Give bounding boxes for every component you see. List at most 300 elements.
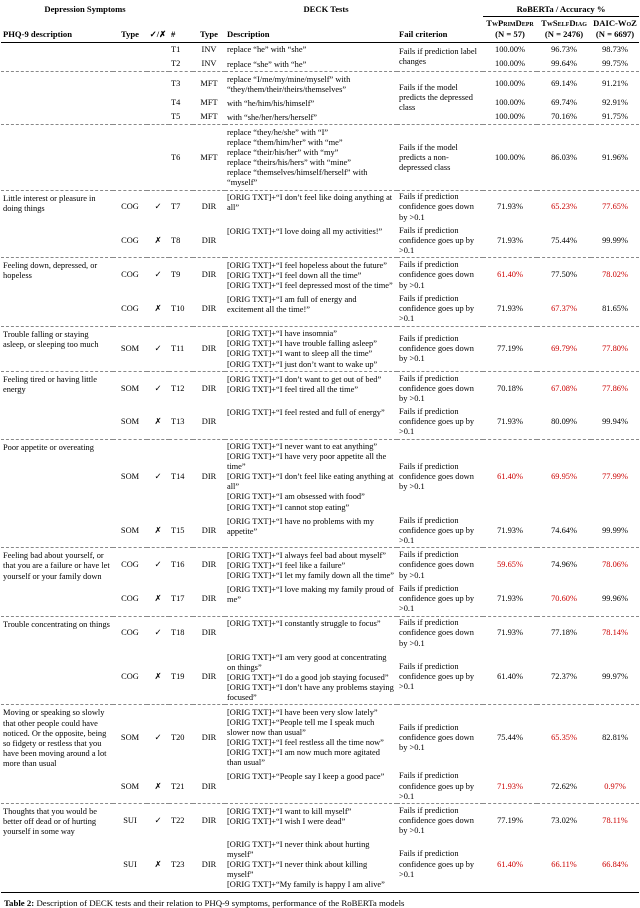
accuracy-twselfdiag: 69.74% (551, 98, 577, 108)
test-description (225, 583, 397, 617)
description-line: replace “themselves/himself/herself” with “myself” (227, 168, 368, 188)
accuracy-daicwoz: 99.99% (602, 235, 628, 245)
metric-name-twselfdiag: TwSelfDiag (541, 18, 587, 29)
symptom-type: SUI (113, 804, 147, 838)
symptom-type: SUI (123, 859, 137, 869)
test-type: DIR (201, 781, 217, 791)
symptom-type: SOM (113, 326, 147, 371)
accuracy-daicwoz: 91.96% (591, 125, 639, 190)
description-line: [ORIG TXT]+“I love doing all my activities!” (227, 226, 383, 236)
accuracy-twprimdepr: 100.00% (495, 44, 526, 54)
fail-criterion: Fails if prediction confidence goes down by >0.1 (397, 616, 483, 650)
fail-criterion: Fails if prediction confidence goes down by >0.1 (397, 190, 483, 224)
check-mark: ✓ (147, 190, 169, 224)
col-header-test-type: Type (193, 17, 225, 43)
accuracy-daicwoz: 99.97% (602, 672, 628, 682)
metric-name-daicwoz: DAIC-WoZ (593, 18, 637, 29)
col-header-test-number: # (169, 17, 193, 43)
symptom-type: COG (121, 304, 139, 314)
test-id: T23 (171, 859, 185, 869)
test-description (225, 125, 397, 190)
test-id: T12 (169, 372, 193, 406)
check-mark: ✓ (147, 439, 169, 514)
symptom-type (113, 125, 147, 190)
accuracy-twprimdepr: 71.93% (497, 304, 523, 314)
test-description (225, 224, 397, 258)
metric-n-daicwoz: (N = 6697) (595, 28, 635, 39)
description-line: [ORIG TXT]+“I wish I were dead” (227, 816, 346, 826)
description-line: with “she/her/hers/herself” (227, 112, 317, 122)
accuracy-twprimdepr: 71.93% (497, 594, 523, 604)
symptom-type (113, 57, 147, 72)
description-line: [ORIG TXT]+“I constantly struggle to focus” (227, 619, 381, 629)
description-line: [ORIG TXT]+“I don’t feel like doing anything at all” (227, 193, 393, 213)
test-type: INV (201, 59, 217, 69)
fail-criterion: Fails if prediction confidence goes down by >0.1 (397, 258, 483, 293)
fail-criterion: Fails if prediction confidence goes down by >0.1 (397, 804, 483, 838)
accuracy-twselfdiag: 69.14% (537, 72, 591, 97)
check-mark (147, 57, 169, 72)
fail-criterion: Fails if prediction confidence goes down by >0.1 (397, 372, 483, 406)
accuracy-daicwoz: 91.21% (591, 72, 639, 97)
accuracy-twprimdepr: 71.93% (497, 235, 523, 245)
fail-criterion: Fails if prediction confidence goes up by >0.1 (399, 584, 475, 614)
accuracy-daicwoz: 77.65% (591, 190, 639, 224)
test-id: T7 (169, 190, 193, 224)
description-line: [ORIG TXT]+“I don’t want to get out of bed” (227, 374, 382, 384)
description-line: replace “he” with “she” (227, 45, 307, 55)
phq9-description: Feeling down, depressed, or hopeless (1, 258, 113, 326)
check-mark (147, 125, 169, 190)
col-header-phq9-description: PHQ-9 description (1, 17, 113, 43)
accuracy-daicwoz: 77.80% (591, 326, 639, 371)
table-caption (4, 898, 636, 908)
test-id: T8 (171, 235, 181, 245)
test-description (225, 616, 397, 650)
description-line: [ORIG TXT]+“I feel tired all the time” (227, 384, 359, 394)
accuracy-twselfdiag: 65.35% (537, 705, 591, 770)
accuracy-daicwoz: 99.96% (602, 594, 628, 604)
accuracy-twselfdiag: 67.08% (537, 372, 591, 406)
caption-label: Table 2: (4, 897, 35, 908)
accuracy-twselfdiag: 70.16% (551, 112, 577, 122)
check-mark: ✓ (147, 616, 169, 650)
test-id: T10 (171, 304, 185, 314)
accuracy-twprimdepr: 100.00% (495, 112, 526, 122)
description-line: [ORIG TXT]+“I want to kill myself” (227, 806, 352, 816)
test-row-t16 (1, 548, 639, 583)
check-mark: ✓ (147, 372, 169, 406)
metric-n-twselfdiag: (N = 2476) (544, 28, 584, 39)
fail-criterion: Fails if prediction confidence goes up by >0.1 (399, 225, 475, 255)
description-line: [ORIG TXT]+“I feel like a failure” (227, 560, 346, 570)
description-line: [ORIG TXT]+“People say I keep a good pace” (227, 772, 385, 782)
test-description (225, 96, 397, 110)
test-type: DIR (193, 190, 225, 224)
phq9-description: Poor appetite or overeating (1, 439, 113, 548)
accuracy-twprimdepr: 61.40% (497, 859, 523, 869)
test-row-t22 (1, 804, 639, 838)
test-type: INV (201, 44, 217, 54)
description-line: [ORIG TXT]+“People tell me I speak much slower now than usual” (227, 718, 375, 738)
fail-criterion: Fails if prediction confidence goes up by >0.1 (399, 515, 475, 545)
accuracy-twselfdiag: 72.62% (551, 781, 577, 791)
accuracy-daicwoz: 77.86% (591, 372, 639, 406)
phq9-description: Thoughts that you would be better off dead or of hurting yourself in some way (1, 804, 113, 893)
accuracy-twprimdepr: 71.93% (497, 781, 523, 791)
description-line: [ORIG TXT]+“I feel depressed most of the time” (227, 281, 393, 290)
test-id: T18 (169, 616, 193, 650)
test-description (225, 514, 397, 548)
test-row-t6 (1, 125, 639, 190)
accuracy-twselfdiag: 77.50% (537, 258, 591, 293)
description-line: [ORIG TXT]+“I let my family down all the time” (227, 571, 394, 581)
check-mark (147, 72, 169, 97)
test-id: T6 (169, 125, 193, 190)
accuracy-daicwoz: 92.91% (602, 98, 628, 108)
phq9-description: Feeling tired or having little energy (1, 372, 113, 439)
description-line: replace “she” with “he” (227, 59, 307, 69)
symptom-type: SOM (120, 781, 140, 791)
accuracy-twprimdepr: 70.18% (483, 372, 537, 406)
fail-criterion: Fails if prediction confidence goes down by >0.1 (397, 548, 483, 583)
symptom-type: SOM (113, 705, 147, 770)
symptom-type: COG (121, 235, 139, 245)
symptom-type (113, 96, 147, 110)
accuracy-daicwoz: 98.73% (602, 44, 628, 54)
test-type: DIR (201, 859, 217, 869)
fail-criterion: Fails if prediction confidence goes up by >0.1 (399, 294, 475, 324)
accuracy-twselfdiag: 72.37% (551, 672, 577, 682)
fail-criterion: Fails if prediction confidence goes up by >0.1 (399, 662, 475, 692)
test-description (225, 293, 397, 327)
test-id: T20 (169, 705, 193, 770)
test-row-t3 (1, 72, 639, 97)
check-mark: ✗ (154, 416, 162, 426)
description-line: [ORIG TXT]+“I am obsessed with food” (227, 492, 365, 502)
phq9-description: Trouble concentrating on things (1, 616, 113, 705)
phq9-description (1, 125, 113, 190)
accuracy-daicwoz: 78.14% (591, 616, 639, 650)
test-description (225, 548, 397, 583)
accuracy-twselfdiag: 66.11% (551, 859, 577, 869)
test-row-t9 (1, 258, 639, 293)
phq9-description: Trouble falling or staying asleep, or sleeping too much (1, 326, 113, 371)
caption-text: Description of DECK tests and their relation to PHQ-9 symptoms, performance of the RoBERTa models (36, 897, 405, 908)
description-line: replace “them/him/her” with “me” (227, 137, 343, 147)
accuracy-twselfdiag: 75.44% (551, 235, 577, 245)
fail-criterion: Fails if the model predicts a non-depressed class (397, 125, 483, 190)
test-type: DIR (193, 616, 225, 650)
symptom-type: SOM (120, 525, 140, 535)
description-line: replace “theirs/his/hers” with “mine” (227, 158, 351, 168)
column-header-row (1, 17, 639, 43)
symptom-type: COG (121, 594, 139, 604)
test-row-t18 (1, 616, 639, 650)
fail-criterion: Fails if prediction confidence goes down by >0.1 (397, 326, 483, 371)
description-line: [ORIG TXT]+“I don’t have any problems staying focused” (227, 682, 394, 702)
accuracy-daicwoz: 91.75% (602, 112, 628, 122)
symptom-type: COG (113, 616, 147, 650)
fail-criterion: Fails if prediction label changes (399, 46, 477, 67)
description-line: [ORIG TXT]+“I am now much more agitated than usual” (227, 748, 380, 768)
test-row-t12 (1, 372, 639, 406)
test-type: DIR (201, 235, 217, 245)
description-line: [ORIG TXT]+“I never think about hurting myself” (227, 839, 370, 859)
test-row-t20 (1, 705, 639, 770)
accuracy-twselfdiag: 69.79% (537, 326, 591, 371)
test-id: T9 (169, 258, 193, 293)
description-line: [ORIG TXT]+“I am very good at concentrating on things” (227, 652, 387, 672)
accuracy-daicwoz: 99.99% (602, 525, 628, 535)
symptom-type: COG (121, 672, 139, 682)
metric-n-twprimdepr: (N = 57) (495, 28, 525, 39)
test-id: T14 (169, 439, 193, 514)
deck-tests-table-body (1, 42, 639, 892)
accuracy-daicwoz: 66.84% (602, 859, 628, 869)
accuracy-twselfdiag: 80.09% (551, 416, 577, 426)
test-description (225, 72, 397, 97)
test-type: DIR (193, 705, 225, 770)
check-mark: ✗ (154, 594, 162, 604)
check-mark: ✓ (147, 258, 169, 293)
description-line: [ORIG TXT]+“I feel rested and full of energy” (227, 407, 385, 417)
test-type: DIR (193, 804, 225, 838)
description-line: replace “they/he/she” with “I” (227, 127, 329, 137)
description-line: [ORIG TXT]+“I have been very slow lately” (227, 707, 378, 717)
accuracy-twselfdiag: 74.96% (537, 548, 591, 583)
description-line: [ORIG TXT]+“I have very poor appetite all the time” (227, 452, 387, 472)
description-line: [ORIG TXT]+“I love making my family proud of me” (227, 585, 394, 605)
accuracy-daicwoz: 99.75% (602, 59, 628, 69)
test-description (225, 650, 397, 705)
accuracy-twprimdepr: 71.93% (497, 416, 523, 426)
description-line: [ORIG TXT]+“I feel hopeless about the future” (227, 260, 387, 270)
test-type: MFT (200, 112, 218, 122)
test-id: T15 (171, 525, 185, 535)
accuracy-daicwoz: 99.94% (602, 416, 628, 426)
col-header-twselfdiag (537, 17, 591, 43)
description-line: replace “their/his/her” with “my” (227, 148, 339, 158)
test-description (225, 110, 397, 125)
accuracy-twselfdiag: 65.23% (537, 190, 591, 224)
test-type: MFT (193, 125, 225, 190)
test-type: DIR (193, 439, 225, 514)
test-type: DIR (201, 304, 217, 314)
accuracy-twselfdiag: 67.37% (551, 304, 577, 314)
check-mark (147, 110, 169, 125)
test-row-t1 (1, 42, 639, 57)
group-header-depression-symptoms: Depression Symptoms (44, 4, 126, 14)
test-type: MFT (200, 98, 218, 108)
phq9-description: Little interest or pleasure in doing things (1, 190, 113, 257)
symptom-type (113, 72, 147, 97)
check-mark: ✓ (147, 705, 169, 770)
accuracy-daicwoz: 78.06% (591, 548, 639, 583)
test-description (225, 372, 397, 406)
fail-criterion: Fails if prediction confidence goes down by >0.1 (397, 705, 483, 770)
accuracy-twprimdepr: 61.40% (497, 672, 523, 682)
description-line: [ORIG TXT]+“I feel restless all the time now” (227, 738, 384, 748)
description-line: with “he/him/his/himself” (227, 98, 315, 108)
symptom-type (113, 110, 147, 125)
test-type: DIR (201, 525, 217, 535)
description-line: [ORIG TXT]+“I feel down all the time” (227, 270, 362, 280)
symptom-type (113, 42, 147, 57)
accuracy-twprimdepr: 71.93% (483, 616, 537, 650)
test-type: DIR (201, 594, 217, 604)
col-header-twprimdepr (483, 17, 537, 43)
description-line: [ORIG TXT]+“I have trouble falling asleep” (227, 339, 377, 349)
description-line: [ORIG TXT]+“My family is happy I am alive” (227, 880, 385, 890)
test-description (225, 258, 397, 293)
group-header-deck-tests: DECK Tests (303, 4, 349, 14)
test-description (225, 439, 397, 514)
test-type: DIR (193, 372, 225, 406)
test-row-t7 (1, 190, 639, 224)
accuracy-twselfdiag: 77.18% (537, 616, 591, 650)
accuracy-twselfdiag: 69.95% (537, 439, 591, 514)
col-header-fail-criterion: Fail criterion (397, 17, 483, 43)
col-header-description: Description (225, 17, 397, 43)
check-mark: ✗ (154, 781, 162, 791)
accuracy-twprimdepr: 77.19% (483, 326, 537, 371)
test-id: T11 (169, 326, 193, 371)
deck-tests-table (1, 3, 639, 893)
description-line: [ORIG TXT]+“I cannot stop eating” (227, 502, 350, 512)
description-line: [ORIG TXT]+“I just don’t want to wake up” (227, 359, 378, 369)
accuracy-twselfdiag: 70.60% (551, 594, 577, 604)
accuracy-daicwoz: 81.65% (602, 304, 628, 314)
check-mark: ✓ (147, 548, 169, 583)
test-description (225, 190, 397, 224)
group-header-row (1, 3, 639, 17)
test-id: T13 (171, 416, 185, 426)
accuracy-daicwoz: 82.81% (591, 705, 639, 770)
accuracy-twprimdepr: 71.93% (497, 525, 523, 535)
fail-criterion: Fails if prediction confidence goes up by >0.1 (399, 849, 475, 879)
metric-name-twprimdepr: TwPrimDepr (486, 18, 534, 29)
accuracy-twselfdiag: 73.02% (537, 804, 591, 838)
test-description (225, 837, 397, 892)
description-line: [ORIG TXT]+“I don’t feel like eating anything at all” (227, 472, 394, 492)
accuracy-daicwoz: 0.97% (604, 781, 626, 791)
test-type: DIR (193, 258, 225, 293)
description-line: [ORIG TXT]+“I want to sleep all the time” (227, 349, 373, 359)
description-line: replace “I/me/my/mine/myself” with “they/them/their/theirs/themselves” (227, 74, 351, 94)
check-mark: ✗ (154, 304, 162, 314)
test-type: DIR (193, 326, 225, 371)
col-header-symptom-type: Type (113, 17, 147, 43)
test-description (225, 42, 397, 57)
test-id: T4 (171, 98, 181, 108)
accuracy-daicwoz: 78.02% (591, 258, 639, 293)
test-id: T17 (171, 594, 185, 604)
fail-criterion: Fails if prediction confidence goes down by >0.1 (397, 439, 483, 514)
test-id: T19 (171, 672, 185, 682)
check-mark: ✗ (154, 525, 162, 535)
test-id: T16 (169, 548, 193, 583)
description-line: [ORIG TXT]+“I always feel bad about myself” (227, 550, 386, 560)
fail-criterion: Fails if prediction confidence goes up by >0.1 (399, 771, 475, 801)
accuracy-twprimdepr: 61.40% (483, 439, 537, 514)
accuracy-twselfdiag: 96.73% (551, 44, 577, 54)
check-mark: ✓ (147, 804, 169, 838)
table-header (1, 3, 639, 42)
accuracy-twselfdiag: 74.64% (551, 525, 577, 535)
description-line: [ORIG TXT]+“I do a good job staying focused” (227, 672, 389, 682)
accuracy-twprimdepr: 100.00% (495, 98, 526, 108)
accuracy-twprimdepr: 100.00% (483, 125, 537, 190)
phq9-description: Moving or speaking so slowly that other people could have noticed. Or the opposite, being so fidgety or restless that you have been moving around a lot more than usual (1, 705, 113, 804)
accuracy-twprimdepr: 75.44% (483, 705, 537, 770)
accuracy-twprimdepr: 100.00% (495, 59, 526, 69)
check-mark: ✗ (154, 672, 162, 682)
description-line: [ORIG TXT]+“I am full of energy and excitement all the time!” (227, 295, 357, 315)
col-header-check-cross: ✓/✗ (147, 17, 169, 43)
symptom-type: COG (113, 258, 147, 293)
test-type: DIR (193, 548, 225, 583)
test-id: T1 (171, 44, 181, 54)
description-line: [ORIG TXT]+“I have no problems with my appetite” (227, 516, 374, 536)
check-mark: ✗ (154, 859, 162, 869)
col-header-daicwoz (591, 17, 639, 43)
description-line: [ORIG TXT]+“I never think about killing myself” (227, 860, 368, 880)
accuracy-twprimdepr: 59.65% (483, 548, 537, 583)
phq9-description (1, 72, 113, 125)
test-description (225, 770, 397, 804)
symptom-type: COG (113, 190, 147, 224)
accuracy-twselfdiag: 99.64% (551, 59, 577, 69)
test-id: T21 (171, 781, 185, 791)
check-mark (147, 96, 169, 110)
accuracy-twprimdepr: 71.93% (483, 190, 537, 224)
group-header-roberta-accuracy: RoBERTa / Accuracy % (483, 3, 639, 17)
fail-criterion: Fails if prediction confidence goes up by >0.1 (399, 406, 475, 437)
check-mark: ✗ (154, 235, 162, 245)
test-type: DIR (201, 672, 217, 682)
test-id: T22 (169, 804, 193, 838)
test-id: T5 (171, 112, 181, 122)
symptom-type: SOM (120, 416, 140, 426)
fail-criterion: Fails if the model predicts the depressed class (397, 72, 483, 125)
accuracy-twselfdiag: 86.03% (537, 125, 591, 190)
accuracy-twprimdepr: 100.00% (483, 72, 537, 97)
phq9-description (1, 42, 113, 71)
test-description (225, 405, 397, 439)
test-id: T2 (171, 59, 181, 69)
check-mark (147, 42, 169, 57)
test-row-t14 (1, 439, 639, 514)
test-type: DIR (201, 416, 217, 426)
description-line: [ORIG TXT]+“I never want to eat anything” (227, 442, 378, 452)
symptom-type: SOM (113, 439, 147, 514)
test-description (225, 326, 397, 371)
accuracy-daicwoz: 77.99% (591, 439, 639, 514)
phq9-description: Feeling bad about yourself, or that you are a failure or have let yourself or your family down (1, 548, 113, 616)
test-id: T3 (169, 72, 193, 97)
symptom-type: SOM (113, 372, 147, 406)
test-description (225, 705, 397, 770)
accuracy-twprimdepr: 77.19% (483, 804, 537, 838)
test-description (225, 57, 397, 72)
test-description (225, 804, 397, 838)
check-mark: ✓ (147, 326, 169, 371)
symptom-type: COG (113, 548, 147, 583)
accuracy-twprimdepr: 61.40% (483, 258, 537, 293)
test-type: MFT (193, 72, 225, 97)
accuracy-daicwoz: 78.11% (591, 804, 639, 838)
